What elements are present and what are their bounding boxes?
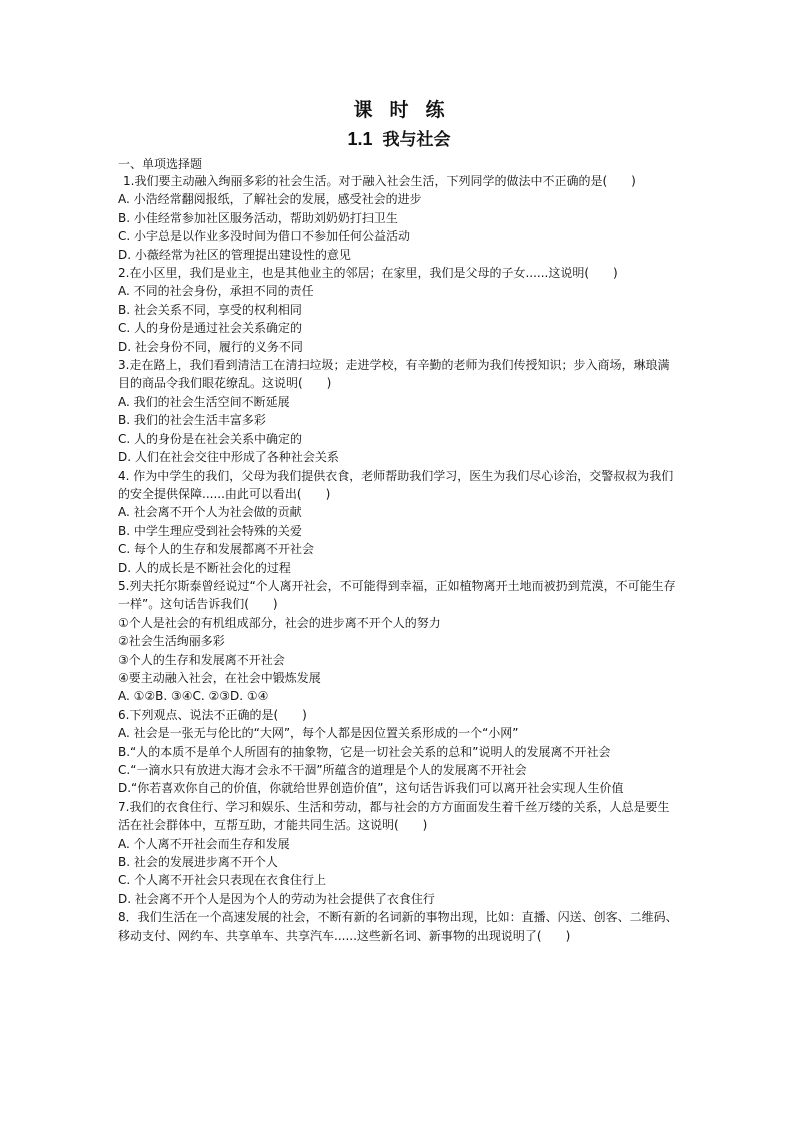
question-stem: 4. 作为中学生的我们，父母为我们提供衣食，老师帮助我们学习，医生为我们尽心诊治，交警叔叔为我们的安全提供保障......由此可以看出( ) (118, 468, 674, 501)
answer-option: C. 每个人的生存和发展都离不开社会 (118, 542, 315, 557)
question-item (118, 798, 680, 908)
section-heading: 一、单项选择题 (118, 157, 203, 171)
answer-option: A. 社会是一张无与伦比的“大网”，每个人都是因位置关系形成的一个“小网” (118, 726, 519, 741)
answer-option: ③个人的生存和发展离不开社会 (118, 652, 285, 667)
lesson-number: 1.1 (347, 129, 373, 149)
answer-option: B.“人的本质不是单个人所固有的抽象物，它是一切社会关系的总和”说明人的发展离不开社会 (118, 744, 611, 759)
question-item (118, 706, 680, 798)
document-page (118, 96, 680, 945)
answer-option: A. 小浩经常翻阅报纸，了解社会的发展，感受社会的进步 (118, 192, 422, 207)
question-item (118, 467, 680, 577)
answer-option: A. 社会离不开个人为社会做的贡献 (118, 505, 302, 520)
answer-option: B. 社会的发展进步离不开个人 (118, 855, 278, 870)
answer-option: ②社会生活绚丽多彩 (118, 634, 225, 649)
question-item (118, 577, 680, 706)
answer-option: ④要主动融入社会，在社会中锻炼发展 (118, 670, 321, 685)
answer-option: B. 我们的社会生活丰富多彩 (118, 413, 266, 428)
question-item (118, 172, 680, 264)
lesson-name: 我与社会 (382, 130, 451, 150)
answer-option: D.“你若喜欢你自己的价值，你就给世界创造价值”，这句话告诉我们可以离开社会实现人生价值 (118, 781, 624, 796)
question-stem: 2.在小区里，我们是业主，也是其他业主的邻居；在家里，我们是父母的子女......这说明( ) (118, 266, 618, 281)
question-stem: 6.下列观点、说法不正确的是( ) (118, 707, 307, 722)
question-stem: 1.我们要主动融入绚丽多彩的社会生活。对于融入社会生活，下列同学的做法中不正确的是( ) (123, 174, 636, 188)
question-stem: 8．我们生活在一个高速发展的社会，不断有新的名词新的事物出现，比如：直播、闪送、创客、二维码、移动支付、网约车、共享单车、共享汽车......这些新名词、新事物的出现说明了( ) (118, 910, 678, 943)
question-item (118, 356, 680, 466)
answer-option: A. ①②B. ③④C. ②③D. ①④ (118, 689, 269, 704)
answer-option: D. 社会身份不同，履行的义务不同 (118, 339, 303, 354)
answer-option: B. 社会关系不同，享受的权利相同 (118, 302, 302, 317)
answer-option: C. 小宇总是以作业多没时间为借口不参加任何公益活动 (118, 229, 411, 244)
answer-option: D. 人们在社会交往中形成了各种社会关系 (118, 450, 339, 465)
lesson-heading (118, 126, 680, 152)
answer-option: B. 中学生理应受到社会特殊的关爱 (118, 523, 302, 538)
answer-option: B. 小佳经常参加社区服务活动，帮助刘奶奶打扫卫生 (118, 210, 398, 225)
answer-option: C. 人的身份是在社会关系中确定的 (118, 431, 303, 446)
answer-option: C. 人的身份是通过社会关系确定的 (118, 321, 303, 336)
answer-option: A. 不同的社会身份，承担不同的责任 (118, 284, 314, 299)
answer-option: A. 个人离不开社会而生存和发展 (118, 836, 290, 851)
question-stem: 7.我们的衣食住行、学习和娱乐、生活和劳动，都与社会的方方面面发生着千丝万缕的关系，人总是要生活在社会群体中，互帮互助，才能共同生活。这说明( ) (118, 799, 670, 833)
answer-option: D. 小薇经常为社区的管理提出建设性的意见 (118, 247, 351, 262)
answer-option: ①个人是社会的有机组成部分，社会的进步离不开个人的努力 (118, 615, 441, 630)
question-item (118, 908, 680, 945)
answer-option: D. 社会离不开个人是因为个人的劳动为社会提供了衣食住行 (118, 891, 435, 906)
answer-option: C. 个人离不开社会只表现在衣食住行上 (118, 873, 327, 888)
answer-option: D. 人的成长是不断社会化的过程 (118, 560, 291, 575)
question-stem: 3.走在路上，我们看到清洁工在清扫垃圾；走进学校，有辛勤的老师为我们传授知识；步入商场，琳琅满目的商品令我们眼花缭乱。这说明( ) (118, 358, 670, 391)
answer-option: A. 我们的社会生活空间不断延展 (118, 394, 290, 409)
answer-option: C.“一滴水只有放进大海才会永不干涸”所蕴含的道理是个人的发展离不开社会 (118, 763, 527, 777)
question-stem: 5.列夫托尔斯泰曾经说过“个人离开社会，不可能得到幸福，正如植物离开土地而被扔到荒漠，不可能生存一样”。这句话告诉我们( ) (118, 578, 676, 612)
question-list (118, 172, 680, 945)
question-item (118, 264, 680, 356)
document-title: 课时练 (353, 99, 462, 121)
